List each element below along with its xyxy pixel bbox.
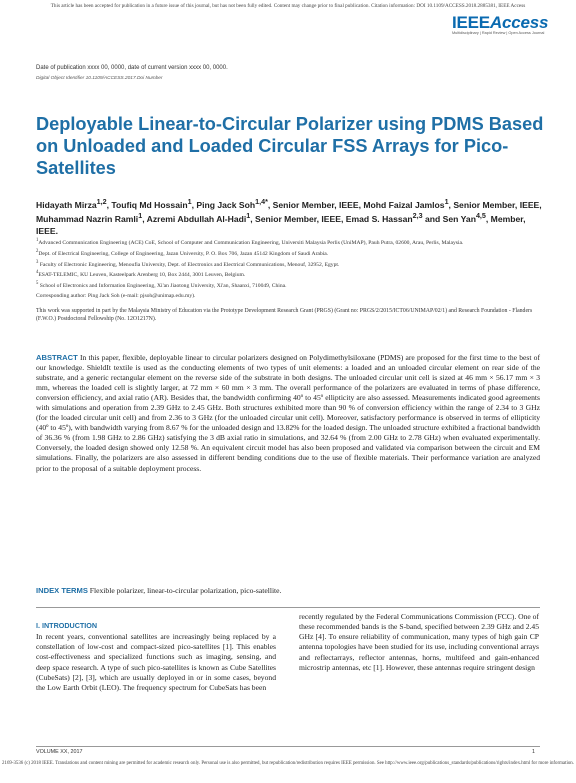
abstract-text: In this paper, flexible, deployable linear to circular polarizers designed on Polydimethylsiloxane (PDMS) are proposed for the first time to the best of our knowledge. ShieldIt textile is used as the conducting elements of two types of unit elements: a loaded and an unloaded circular element on rear side of the substrate, and a generic rectangular element on the reverse side of the substrate in both designs. The unloaded circular unit cell is sized at 46 mm × 56.17 mm × 3 mm, whereas the loaded cell is slightly larger, at 72 mm × 60 mm × 3 mm. The overall performance of the polarizers are evaluated in terms of phase difference, conversion efficiency, and axial ratio (AR). Besides that, the bandwidth confirming 40º to 45º ellipticity are also assessed. Measurements indicated good agreements with simulations and operation from 2.39 GHz to 2.45 GHz. Both structures exhibited more than 90 % of conversion efficiency within the range of 2.34 to 3 GHz (for the loaded circular unit cell) and from 2.36 to 3 GHz (for the unloaded circular unit cell). Moreover, satisfactory performance is observed in terms of ellipticity (40º to 45º), with bandwidth varying from 8.67 % for the unloaded design and 13.82% for the loaded design. The unloaded structure exhibited a fractional bandwidth of 36.36 % (from 1.98 GHz to 2.86 GHz) satisfying the 3 dB axial ratio in simulations, and 32.64 % (from 2.00 GHz to 2.78 GHz) when evaluated experimentally. Conversely, the loaded design showed only 12.58 %. An equivalent circuit model has also been proposed and validated via comparison between the circuit and EM simulations. Finally, the polarizers are also assessed in different bending conditions due to the use of flexible materials. Their performance variation are analyzed prior to the proposal of a suitable deployment process. [36,353,540,473]
author-name: , Senior Member, IEEE, Mohd Faizal Jamlos [267,199,445,210]
author-name: , Toufiq Md Hossain [106,199,188,210]
intro-column-right: recently regulated by the Federal Communications Commission (FCC). One of these recommended bands is the S-band, specified between 2.39 GHz and 2.45 GHz [4]. To ensure reliability of communication, many types of high gain CP antenna topologies have been studied for its use, including conventional arrays and reflectarrays, reflector antennas, horns, multifeed and gain-enhanced microstrip antennas, etc [1]. However, these antennas require stringent design [299,612,540,672]
affiliation-item [36,259,546,270]
abstract [36,353,540,474]
affiliation-item [36,269,546,280]
logo-word-ieee: IEEE [452,13,490,32]
affiliation-text: ESAT-TELEMIC, KU Leuven, Kasteelpark Arenberg 10, Box 2444, 3001 Leuven, Belgium. [38,272,246,279]
author-affil-mark: 4,5 [475,212,486,221]
index-terms-text: Flexible polarizer, linear-to-circular polarization, pico-satellite. [87,586,282,595]
affiliation-mark: 4 [36,270,39,276]
author-affil-mark: 1,4* [255,198,268,206]
corresponding-author: Corresponding author: Ping Jack Soh (e-mail: pjsoh@unimap.edu.my). [36,293,196,299]
author-name: , Member, IEEE. [36,214,526,236]
paper-title: Deployable Linear-to-Circular Polarizer using PDMS Based on Unloaded and Loaded Circular FSS Arrays for Pico-Satellites [36,114,544,178]
author-name: , Senior Member, IEEE, Muhammad Nazrin Ramli [36,199,542,225]
affiliation-text: School of Electronics and Information Engineering, Xi'an Jiaotong University, Xi'an, Shaanxi, 710049, China. [38,282,287,289]
publication-dateline: Date of publication xxxx 00, 0000, date of current version xxxx 00, 0000. [36,65,228,71]
author-affil-mark: 1 [246,212,251,221]
funding-note: This work was supported in part by the Malaysia Ministry of Education via the Prototype Development Research Grant (PRGS) (Grant no: PRGS/2/2015/ICT06/UNIMAP/02/1) and Research Foundation - Flanders (F.W.O.) Postdoctoral Fellowship (No. 12O1217N). [36,308,533,322]
ieee-access-logo [452,13,552,41]
affiliation-text: Dept. of Electrical Engineering, College of Engineering, Jazan University, P. O. Box 706, Jazan 45142 Kingdom of Saudi Arabia. [38,250,329,257]
author-affil-mark: 1 [138,212,143,221]
affiliation-item [36,248,546,259]
author-affil-mark: 2,3 [412,212,423,221]
author-affil-mark: 1 [187,198,192,206]
affiliation-mark: 1 [36,238,39,243]
intro-text-left: In recent years, conventional satellites are increasingly being replaced by a constellation of low-cost and compact-sized pico-satellites [1]. This enables cost-effectiveness and specialized functions such as imaging, sensing, and deep space research. A type of such pico-satellites is known as Cube Satellites (CubeSats) [2], [3], which are usually deployed in or in some cases, beyond the Low Earth Orbit (LEO). The frequency spectrum for CubeSats has been [36,632,276,692]
footer-page-number: 1 [532,749,535,755]
copyright-notice: 2169-3536 (c) 2018 IEEE. Translations and content mining are permitted for academic research only. Personal use is also permitted, but republication/redistribution requires IEEE permission. See http://www.ieee.org/publications_standards/publications/rights/index.html for more information. [2,761,574,766]
top-notice: This article has been accepted for publication in a future issue of this journal, but has not been fully edited. Content may change prior to final publication. Citation information: DOI 10.1109/ACCESS.2018.2885381, IEEE Access [50,3,526,9]
affiliation-mark: 2 [36,248,39,254]
divider [36,607,540,608]
doi-line: Digital Object Identifier 10.1109/ACCESS.2017.Doi Number [36,76,163,81]
affiliation-item [36,237,546,248]
affiliation-mark: 3 [36,259,39,265]
footer-volume: VOLUME XX, 2017 [36,749,83,755]
logo-word-access: Access [489,13,549,32]
index-terms-label: INDEX TERMS [36,586,88,595]
author-name: and Sen Yan [422,214,476,225]
author-affil-mark: 1,2 [96,198,107,206]
affiliation-text: Advanced Communication Engineering (ACE) CoE, School of Computer and Communication Engineering, Universiti Malaysia Perlis (UniMAP), Pauh Putra, 02600, Arau, Perlis, Malaysia. [38,239,464,246]
author-name: , Senior Member, IEEE, Emad S. Hassan [250,214,413,225]
author-list [36,197,546,237]
author-name: , Ping Jack Soh [191,199,256,210]
abstract-label: ABSTRACT [36,353,78,362]
affiliations [36,237,546,291]
index-terms [36,586,540,595]
footer-divider [36,746,540,747]
author-affil-mark: 1 [444,198,449,206]
intro-column-left [36,621,276,693]
author-name: , Azremi Abdullah Al-Hadi [142,214,247,225]
logo-word [452,13,552,33]
affiliation-text: Faculty of Electronic Engineering, Menoufia University, Dept. of Electronics and Electrical Communications, Menouf, 32952, Egypt. [38,261,340,268]
author-name: Hidayath Mirza [36,199,97,210]
affiliation-item [36,280,546,291]
affiliation-mark: 5 [36,281,39,287]
section-heading: I. INTRODUCTION [36,621,98,630]
logo-tagline: Multidisciplinary | Rapid Review | Open Access Journal [452,31,545,35]
